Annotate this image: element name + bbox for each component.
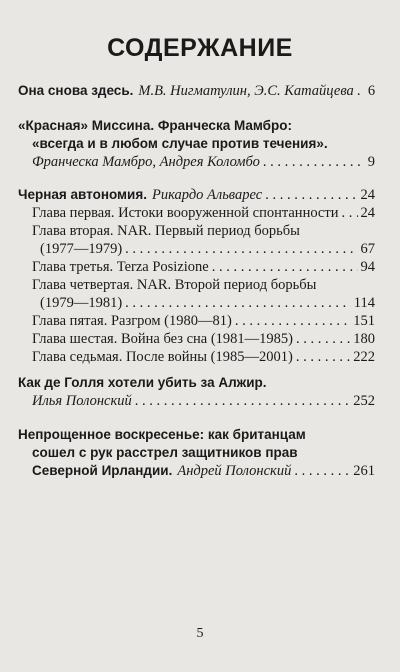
leader-dots xyxy=(294,462,350,480)
page-title: СОДЕРЖАНИЕ xyxy=(107,34,293,62)
entry-title: Она снова здесь. xyxy=(18,83,134,98)
toc-line xyxy=(18,135,375,153)
leader-dots xyxy=(135,392,350,410)
toc-line xyxy=(18,392,375,410)
chapter-page: 67 xyxy=(360,241,375,257)
chapter-line xyxy=(18,312,375,330)
entry-authors: М.В. Нигматулин, Э.С. Катайцева xyxy=(138,83,354,99)
entry-page: 9 xyxy=(367,154,375,170)
entry-authors: Рикардо Альварес xyxy=(151,187,263,203)
chapter-title-cont: (1979—1981) xyxy=(40,295,123,311)
toc-entry-3 xyxy=(18,186,375,366)
leader-dots xyxy=(125,294,351,312)
toc-line xyxy=(18,82,375,100)
chapter-line xyxy=(18,258,375,276)
chapter-title-cont: (1977—1979) xyxy=(40,241,123,257)
entry-title-line: «Красная» Миссина. Франческа Мамбро: xyxy=(18,118,293,133)
chapter-title: Глава шестая. Война без сна (1981—1985) xyxy=(32,331,294,347)
toc-line xyxy=(18,117,375,135)
entry-page: 261 xyxy=(353,463,375,479)
toc-line xyxy=(18,444,375,462)
leader-dots xyxy=(125,240,357,258)
entry-page: 252 xyxy=(353,393,375,409)
chapter-title: Глава третья. Terza Posizione xyxy=(32,259,209,275)
toc-entry-5 xyxy=(18,426,375,480)
toc-line xyxy=(18,374,375,392)
entry-authors: Андрей Полонский xyxy=(177,463,292,479)
chapter-line xyxy=(18,222,375,240)
chapter-line xyxy=(18,240,375,258)
leader-dots xyxy=(341,204,357,222)
chapter-line xyxy=(18,276,375,294)
toc-line xyxy=(18,462,375,480)
chapter-page: 94 xyxy=(360,259,375,275)
page-number: 5 xyxy=(196,626,204,641)
chapter-title: Глава первая. Истоки вооруженной спонтанности xyxy=(32,205,339,221)
entry-title: Как де Голля хотели убить за Алжир. xyxy=(18,375,267,390)
leader-dots xyxy=(296,348,350,366)
leader-dots xyxy=(265,186,357,204)
entry-title-line: сошел с рук расстрел защитников прав xyxy=(32,445,298,460)
chapter-page: 222 xyxy=(353,349,375,365)
toc-entry-1 xyxy=(18,82,375,100)
toc-line xyxy=(18,186,375,204)
leader-dots xyxy=(357,82,365,100)
chapter-title: Глава пятая. Разгром (1980—81) xyxy=(32,313,232,329)
leader-dots xyxy=(212,258,358,276)
chapter-page: 24 xyxy=(360,205,375,221)
entry-page: 24 xyxy=(360,187,375,203)
entry-title: Черная автономия. xyxy=(18,187,147,202)
toc-entry-4 xyxy=(18,374,375,410)
toc-entry-2 xyxy=(18,117,375,171)
chapter-line xyxy=(18,348,375,366)
entry-title-line: «всегда и в любом случае против течения». xyxy=(32,136,328,151)
entry-page: 6 xyxy=(367,83,376,99)
chapter-page: 180 xyxy=(353,331,375,347)
chapter-title: Глава седьмая. После войны (1985—2001) xyxy=(32,349,293,365)
chapter-title: Глава вторая. NAR. Первый период борьбы xyxy=(32,223,300,239)
chapter-line xyxy=(18,330,375,348)
entry-title-line: Непрощенное воскресенье: как британцам xyxy=(18,427,306,442)
leader-dots xyxy=(296,330,350,348)
entry-authors: Франческа Мамбро, Андрея Коломбо xyxy=(32,154,260,170)
toc-line xyxy=(18,426,375,444)
chapter-title: Глава четвертая. NAR. Второй период борьбы xyxy=(32,277,317,293)
chapter-line xyxy=(18,204,375,222)
entry-title-line: Северной Ирландии. xyxy=(32,463,173,478)
chapter-line xyxy=(18,294,375,312)
leader-dots xyxy=(235,312,350,330)
toc-line xyxy=(18,153,375,171)
entry-authors: Илья Полонский xyxy=(32,393,132,409)
chapter-page: 151 xyxy=(353,313,375,329)
chapter-page: 114 xyxy=(353,295,375,311)
leader-dots xyxy=(263,153,365,171)
